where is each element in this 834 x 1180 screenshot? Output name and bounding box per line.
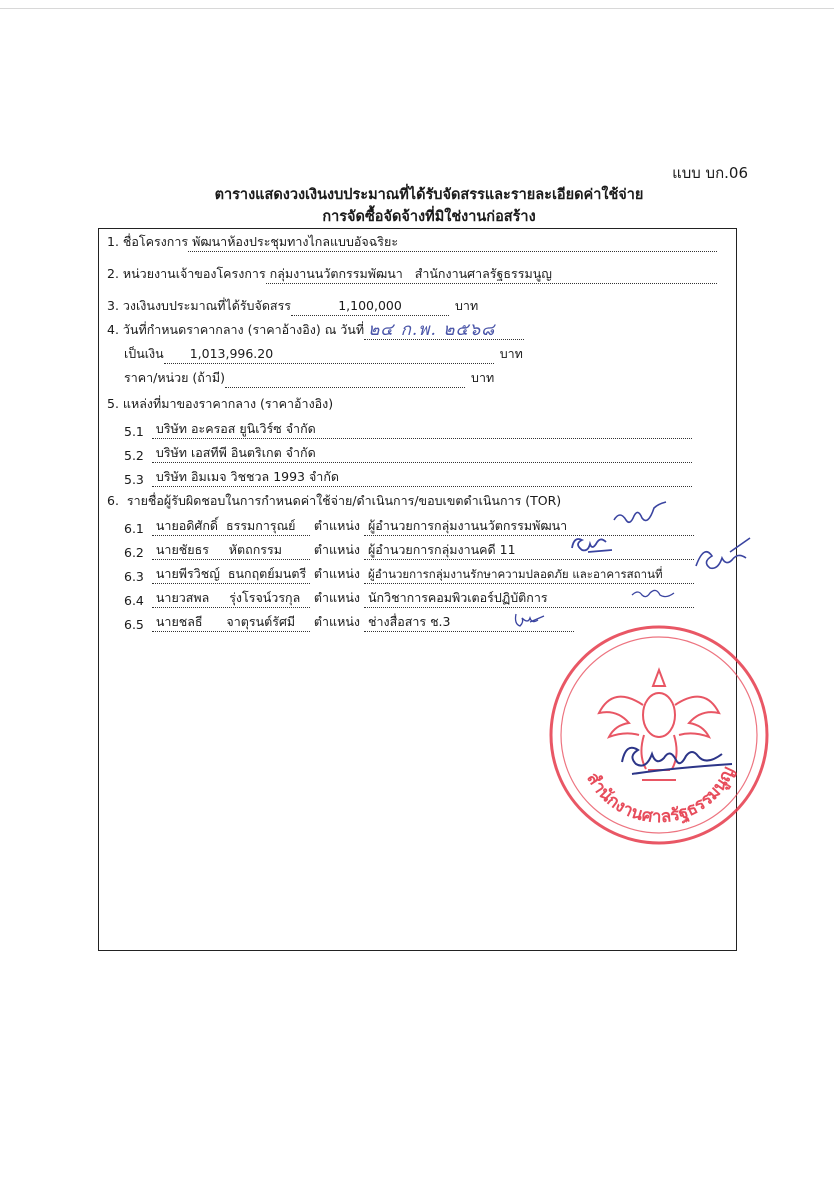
position-word: ตำแหน่ง (313, 542, 360, 557)
project-name-value: พัฒนาห้องประชุมทางไกลแบบอัจฉริยะ (188, 234, 717, 252)
person-name: นายวสพล รุ่งโรจน์วรกุล (152, 590, 310, 608)
form-code: แบบ บก.06 (672, 164, 748, 182)
project-name-row (107, 232, 717, 252)
project-owner-value: กลุ่มงานนวัตกรรมพัฒนา สำนักงานศาลรัฐธรรมนูญ (266, 266, 717, 284)
position-word: ตำแหน่ง (313, 518, 360, 533)
person-position: ผู้อำนวยการกลุ่มงานนวัตกรรมพัฒนา (364, 518, 694, 536)
responsible-person-row (124, 588, 694, 608)
responsible-person-row (124, 612, 574, 632)
price-source-heading (107, 394, 333, 414)
person-number: 6.2 (124, 545, 144, 560)
person-position: ผู้อำนวยการกลุ่มงานคดี 11 (364, 542, 694, 560)
person-name: นายพีรวิชญ์ ธนกฤตย์มนตรี (152, 566, 310, 584)
person-position: ช่างสื่อสาร ช.3 (364, 614, 574, 632)
price-source-name: บริษัท อะครอส ยูนิเวิร์ซ จำกัด (152, 421, 692, 439)
budget-value: 1,100,000 (291, 298, 449, 316)
reference-amount-row (124, 344, 523, 364)
reference-date-row (107, 320, 524, 340)
seal-text: สำนักงานศาลรัฐธรรมนูญ (582, 763, 739, 828)
seal-signature (612, 728, 752, 788)
price-source-number: 5.3 (124, 472, 144, 487)
person-name: นายอดิศักดิ์ ธรรมการุณย์ (152, 518, 310, 536)
per-unit-value (225, 386, 465, 388)
person-position: ผู้อำนวยการกลุ่มงานรักษาความปลอดภัย และอาคารสถานที่ (364, 566, 694, 584)
person-number: 6.5 (124, 617, 144, 632)
budget-unit: บาท (455, 298, 479, 313)
position-word: ตำแหน่ง (313, 614, 360, 629)
price-source-name: บริษัท อิมเมจ วิชชวล 1993 จำกัด (152, 469, 692, 487)
person-name: นายชลธี จาตุรนต์รัศมี (152, 614, 310, 632)
document-subtitle: การจัดซื้อจัดจ้างที่มิใช่งานก่อสร้าง (322, 209, 536, 225)
price-source-name: บริษัท เอสทีพี อินตริเกต จำกัด (152, 445, 692, 463)
person-name: นายชัยธร หัตถกรรม (152, 542, 310, 560)
budget-row (107, 296, 478, 316)
person-position: นักวิชาการคอมพิวเตอร์ปฏิบัติการ (364, 590, 694, 608)
per-unit-unit: บาท (471, 370, 495, 385)
person-number: 6.4 (124, 593, 144, 608)
document-title: ตารางแสดงวงเงินงบประมาณที่ได้รับจัดสรรและรายละเอียดค่าใช้จ่าย (214, 187, 644, 203)
responsible-person-row (124, 564, 694, 584)
responsible-persons-label: 6. รายชื่อผู้รับผิดชอบในการกำหนดค่าใช้จ่าย/ดำเนินการ/ขอบเขตดำเนินการ (TOR) (107, 493, 562, 508)
signature-mark (628, 583, 678, 603)
page-top-rule (0, 8, 834, 9)
reference-amount-label: เป็นเงิน (124, 346, 164, 361)
project-owner-label: 2. หน่วยงานเจ้าของโครงการ (107, 266, 266, 281)
person-number: 6.3 (124, 569, 144, 584)
reference-amount-value: 1,013,996.20 (164, 346, 494, 364)
responsible-persons-heading (107, 491, 561, 511)
signature-mark (568, 532, 618, 556)
price-source-number: 5.1 (124, 424, 144, 439)
reference-date-label: 4. วันที่กำหนดราคากลาง (ราคาอ้างอิง) ณ วันที่ (107, 322, 365, 337)
signature-mark (610, 500, 670, 530)
per-unit-label: ราคา/หน่วย (ถ้ามี) (124, 370, 226, 385)
price-source-item (124, 443, 692, 463)
signature-mark (690, 536, 760, 576)
budget-label: 3. วงเงินงบประมาณที่ได้รับจัดสรร (107, 298, 291, 313)
reference-date-value: ๒๔ ก.พ. ๒๕๖๘ (364, 322, 524, 340)
person-number: 6.1 (124, 521, 144, 536)
position-word: ตำแหน่ง (313, 566, 360, 581)
position-word: ตำแหน่ง (313, 590, 360, 605)
project-name-label: 1. ชื่อโครงการ (107, 234, 189, 249)
price-source-number: 5.2 (124, 448, 144, 463)
price-source-item (124, 467, 692, 487)
reference-amount-unit: บาท (499, 346, 523, 361)
per-unit-row (124, 368, 494, 388)
price-source-item (124, 419, 692, 439)
price-source-label: 5. แหล่งที่มาของราคากลาง (ราคาอ้างอิง) (107, 396, 334, 411)
project-owner-row (107, 264, 717, 284)
